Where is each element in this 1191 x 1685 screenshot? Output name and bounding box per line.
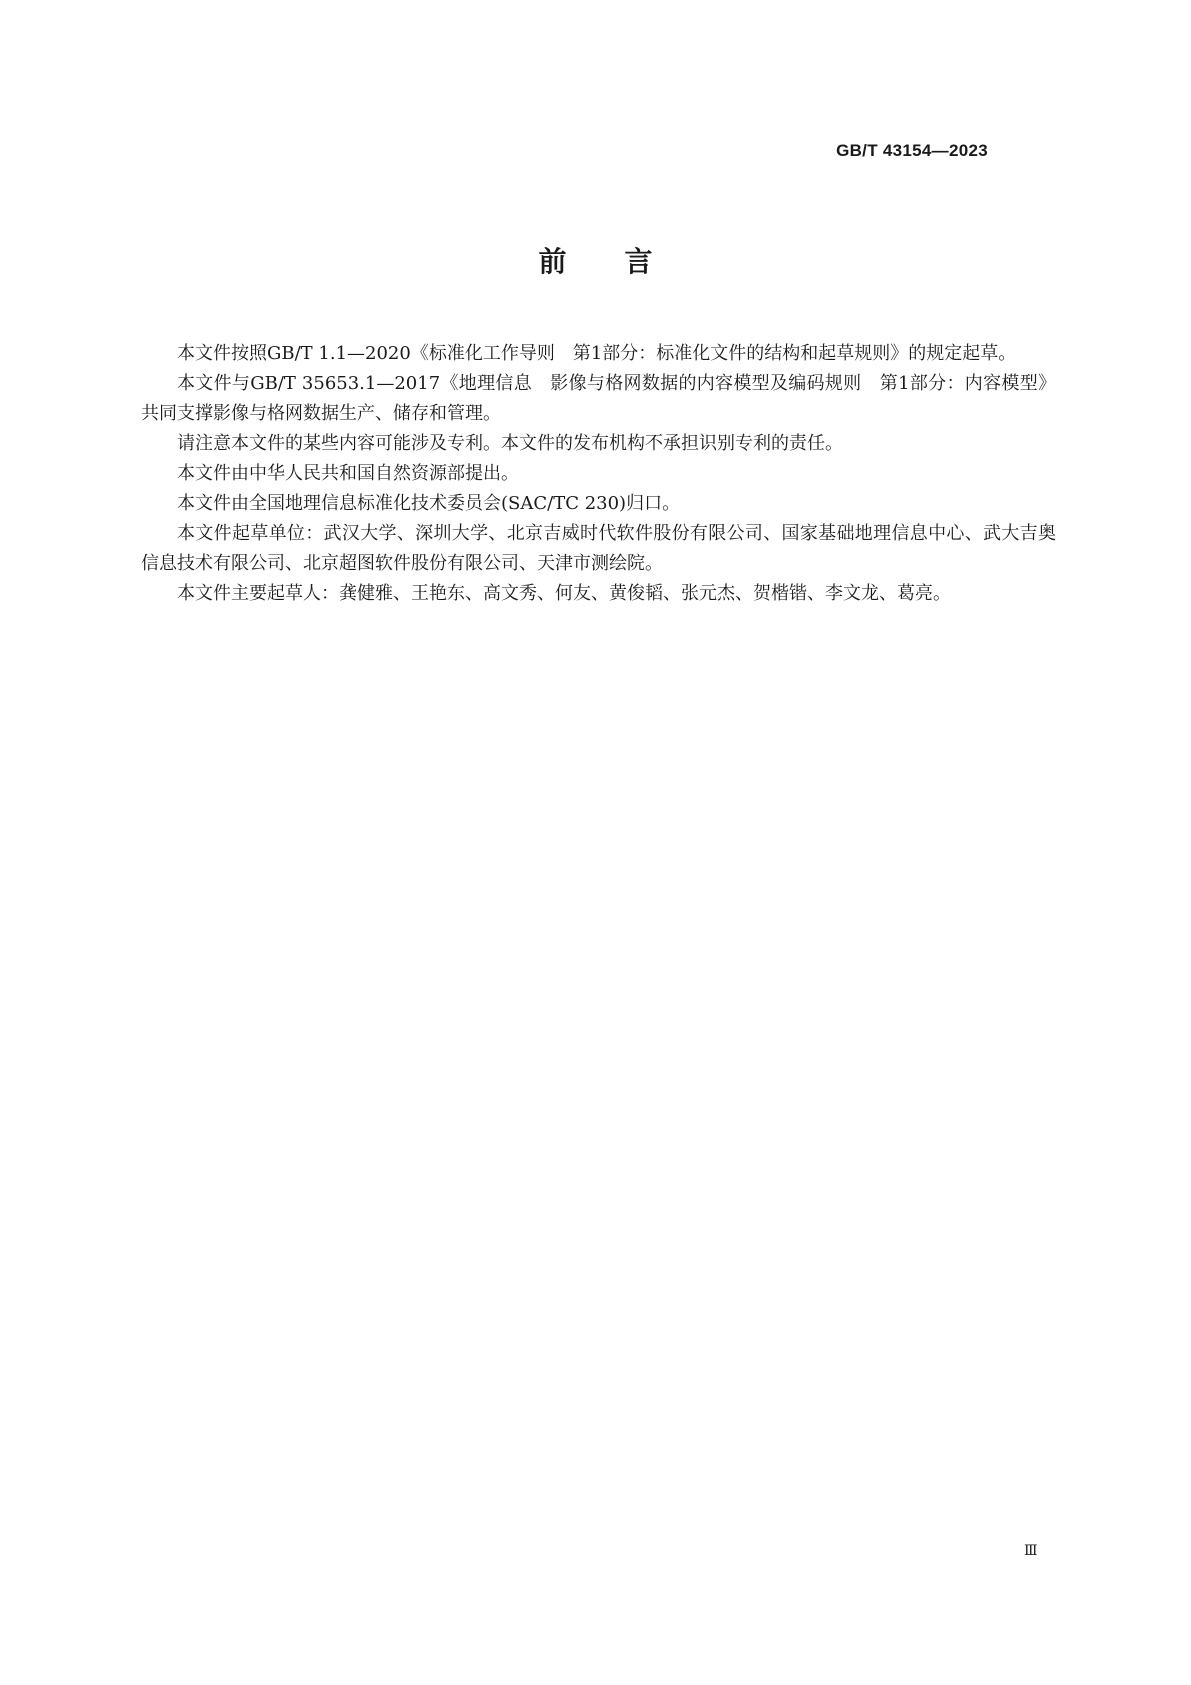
page-title: 前言: [538, 245, 711, 278]
paragraph-drafting-organizations: 本文件起草单位：武汉大学、深圳大学、北京吉威时代软件股份有限公司、国家基础地理信息中心、武大吉奥信息技术有限公司、北京超图软件股份有限公司、天津市测绘院。: [141, 523, 1056, 574]
paragraph-related-standard: 本文件与GB/T 35653.1—2017《地理信息 影像与格网数据的内容模型及编码规则 第1部分：内容模型》共同支撑影像与格网数据生产、储存和管理。: [141, 373, 1056, 424]
paragraph-main-drafters: 本文件主要起草人：龚健雅、王艳东、高文秀、何友、黄俊韬、张元杰、贺楷锴、李文龙、葛亮。: [177, 583, 951, 604]
paragraph-drafting-basis: 本文件按照GB/T 1.1—2020《标准化工作导则 第1部分：标准化文件的结构和起草规则》的规定起草。: [177, 343, 1017, 364]
paragraph-patent-notice: 请注意本文件的某些内容可能涉及专利。本文件的发布机构不承担识别专利的责任。: [177, 433, 843, 454]
paragraph-proposed-by: 本文件由中华人民共和国自然资源部提出。: [177, 463, 519, 484]
page-number: Ⅲ: [1024, 1543, 1038, 1559]
preface-body: [141, 339, 1056, 609]
paragraph-under-jurisdiction: 本文件由全国地理信息标准化技术委员会(SAC/TC 230)归口。: [177, 493, 681, 514]
standard-code: GB/T 43154—2023: [836, 141, 988, 160]
